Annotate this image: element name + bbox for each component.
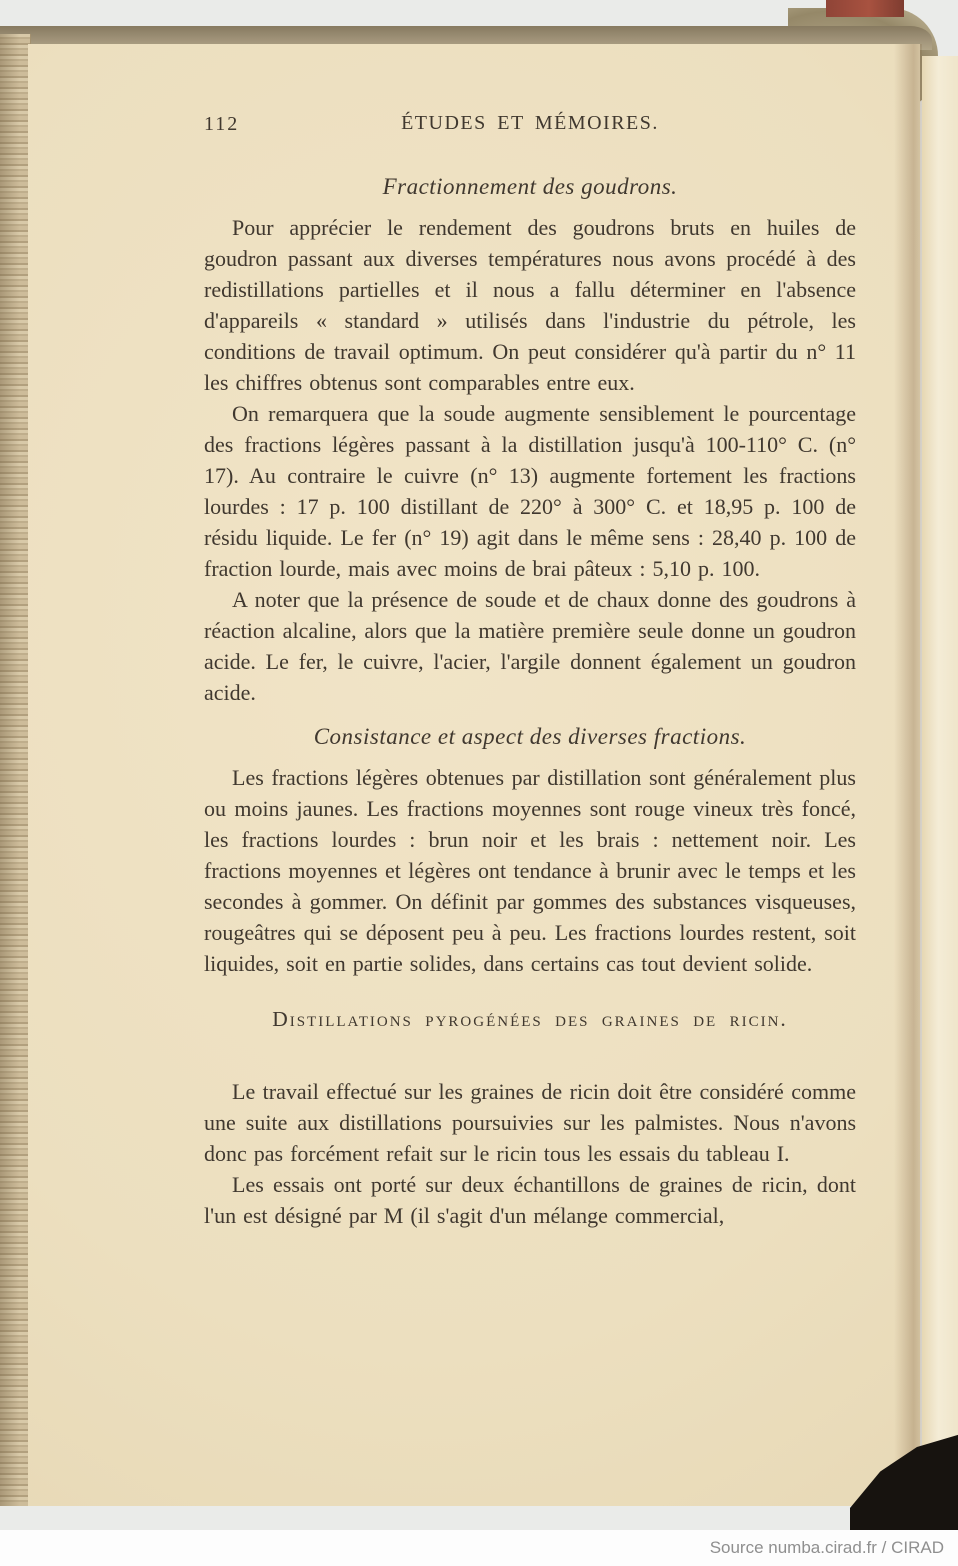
running-title: ÉTUDES ET MÉMOIRES. <box>401 112 659 134</box>
body-paragraph: Pour apprécier le rendement des goudrons bruts en huiles de goudron passant aux diverses températures nous avons procédé à des redistillations partielles et il nous a fallu déterminer en l'absence d'appareils « standard » utilisés dans l'industrie du pétrole, les conditions de travail optimum. On peut considérer qu'à partir du n° 11 les chiffres obtenus sont comparables entre eux. <box>204 215 856 395</box>
page-number: 112 <box>204 113 240 135</box>
source-attribution-text: Source numba.cirad.fr / CIRAD <box>709 1538 944 1557</box>
page-header <box>204 112 856 140</box>
source-bar <box>0 1530 958 1566</box>
section-heading-consistance: Consistance et aspect des diverses fractions. <box>313 724 747 749</box>
printed-page-content <box>204 112 856 1231</box>
gutter-shadow <box>894 44 922 1506</box>
section-heading-distillations-ricin: Distillations pyrogénées des graines de ricin. <box>272 1007 788 1031</box>
book-fore-edge-pages <box>0 34 31 1506</box>
body-paragraph: A noter que la présence de soude et de chaux donne des goudrons à réaction alcaline, alors que la matière première seule donne un goudron acide. Le fer, le cuivre, l'acier, l'argile donnent également un goudron acide. <box>204 587 856 705</box>
body-paragraph: Les fractions légères obtenues par distillation sont généralement plus ou moins jaunes. Les fractions moyennes sont rouge vineux très foncé, les fractions lourdes : brun noir et les brais : nettement noir. Les fractions moyennes et légères ont tendance à brunir avec le temps et les secondes à gommer. On définit par gommes des substances visqueuses, rougeâtres qui se déposent peu à peu. Les fractions lourdes restent, soit liquides, soit en partie solides, dans certains cas tout devient solide. <box>204 765 856 976</box>
body-paragraph: On remarquera que la soude augmente sensiblement le pourcentage des fractions légères passant à la distillation jusqu'à 100-110° C. (n° 17). Au contraire le cuivre (n° 13) augmente fortement les fractions lourdes : 17 p. 100 distillant de 220° à 300° C. et 18,95 p. 100 de résidu liquide. Le fer (n° 19) agit dans le même sens : 28,40 p. 100 de fraction lourde, mais avec moins de brai pâteux : 5,10 p. 100. <box>204 401 856 581</box>
facing-page-edge <box>922 56 958 1452</box>
book-headband-red <box>826 0 904 17</box>
body-paragraph: Les essais ont porté sur deux échantillons de graines de ricin, dont l'un est désigné par M (il s'agit d'un mélange commercial, <box>204 1172 856 1228</box>
body-paragraph: Le travail effectué sur les graines de ricin doit être considéré comme une suite aux distillations poursuivies sur les palmistes. Nous n'avons donc pas forcément refait sur le ricin tous les essais du tableau I. <box>204 1079 856 1166</box>
section-heading-fractionnement: Fractionnement des goudrons. <box>382 174 678 199</box>
